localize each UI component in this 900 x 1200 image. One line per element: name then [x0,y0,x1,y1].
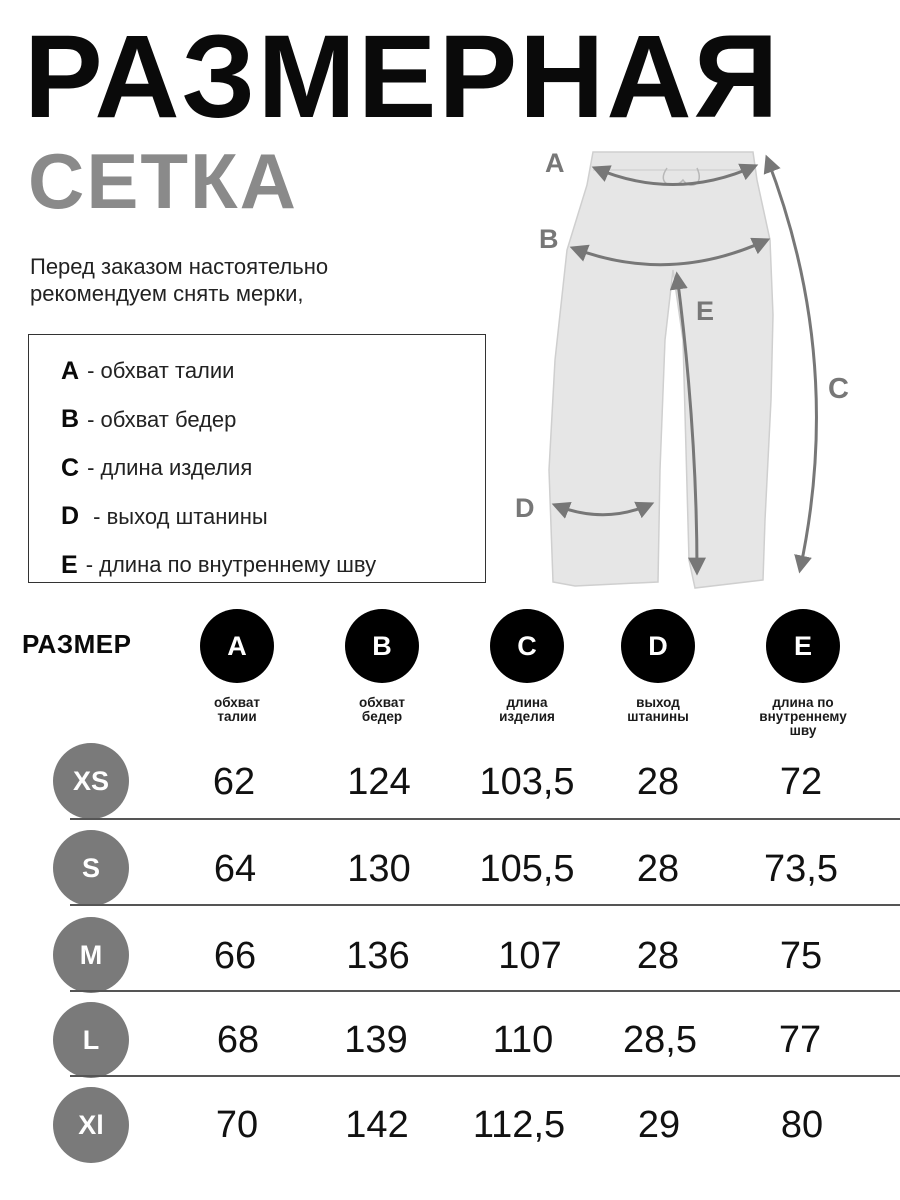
arrow-c [767,158,816,570]
diagram-label-b: B [539,224,559,254]
legend-item-a [61,347,485,396]
column-desc-a [172,696,302,724]
size-column-header: РАЗМЕР [22,629,132,659]
intro-text [30,253,450,307]
table-cell: 28,5 [623,1019,697,1061]
row-divider [70,990,900,992]
table-cell: 28 [636,935,680,977]
pants-silhouette [549,152,773,588]
legend-text: - обхват бедер [87,406,237,432]
table-cell: 112,5 [472,1104,566,1146]
table-cell: 142 [345,1104,409,1146]
legend-item-b [61,396,485,445]
legend-key: B [61,405,80,434]
table-cell: 70 [215,1104,259,1146]
diagram-label-a: A [545,148,565,178]
table-cell: 103,5 [479,761,575,803]
desc-line: штанины [627,709,689,724]
desc-line: шву [789,723,817,738]
intro-line-2: рекомендуем снять мерки, [30,281,304,306]
column-badge-a: A [200,609,274,683]
table-cell: 68 [216,1019,260,1061]
legend-key: E [61,550,78,579]
page-title: РАЗМЕРНАЯ [24,11,781,143]
row-divider [70,904,900,906]
desc-line: длина [506,695,548,710]
table-cell: 72 [779,761,823,803]
size-badge-s: S [53,830,129,906]
table-cell: 62 [212,761,256,803]
intro-line-1: Перед заказом настоятельно [30,254,329,279]
desc-line: талии [217,709,257,724]
column-desc-c [462,696,592,724]
column-badge-b: B [345,609,419,683]
legend-key: A [61,356,80,385]
desc-line: обхват [359,695,405,710]
table-cell: 66 [213,935,257,977]
table-cell: 28 [636,761,680,803]
legend-item-d [61,493,485,542]
legend-text: - обхват талии [87,358,235,384]
legend-item-c [61,444,485,493]
column-badge-e: E [766,609,840,683]
column-desc-b [317,696,447,724]
table-cell: 139 [344,1019,408,1061]
diagram-label-d: D [515,493,535,523]
legend-text: - длина по внутреннему шву [85,552,377,578]
row-divider [70,1075,900,1077]
legend-text: - длина изделия [87,455,253,481]
desc-line: выход [636,695,680,710]
table-cell: 136 [346,935,410,977]
table-cell: 105,5 [479,848,575,890]
desc-line: обхват [214,695,260,710]
diagram-label-e: E [696,296,715,326]
row-divider [70,818,900,820]
desc-line: длина по [772,695,834,710]
size-badge-xl: Xl [53,1087,129,1163]
size-badge-l: L [53,1002,129,1078]
table-cell: 107 [498,935,562,977]
table-cell: 80 [780,1104,824,1146]
measurement-legend [28,334,486,583]
desc-line: изделия [499,709,555,724]
table-cell: 64 [213,848,257,890]
legend-item-e [61,541,485,590]
page-subtitle: СЕТКА [28,137,298,225]
desc-line: внутреннему [759,709,847,724]
column-badge-d: D [621,609,695,683]
table-cell: 29 [637,1104,681,1146]
desc-line: бедер [361,709,403,724]
column-desc-d [593,696,723,724]
legend-key: D [61,502,80,531]
legend-text: - выход штанины [87,503,268,529]
table-cell: 130 [347,848,411,890]
table-cell: 75 [779,935,823,977]
table-cell: 77 [778,1019,822,1061]
column-desc-e [738,696,868,738]
size-badge-m: M [53,917,129,993]
size-badge-xs: XS [53,743,129,819]
pants-measurement-diagram [505,140,885,600]
table-cell: 124 [347,761,411,803]
legend-key: C [61,453,80,482]
table-cell: 110 [492,1019,554,1061]
table-cell: 28 [636,848,680,890]
diagram-label-c: C [828,373,849,405]
table-cell: 73,5 [764,848,838,890]
column-badge-c: C [490,609,564,683]
